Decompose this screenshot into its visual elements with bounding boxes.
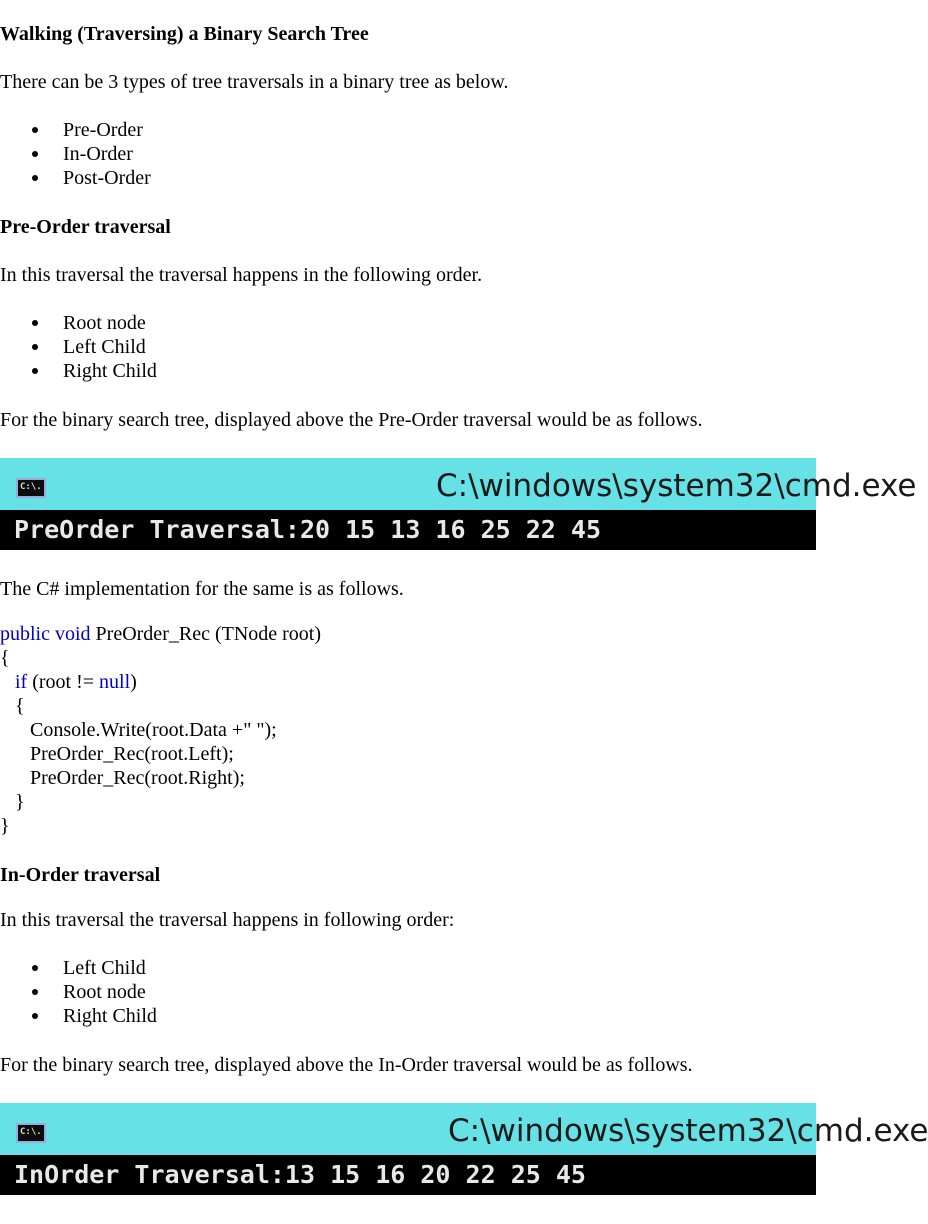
list-item: Left Child: [0, 956, 157, 980]
list-item: Right Child: [0, 359, 157, 383]
inorder-description: In this traversal the traversal happens in following order:: [0, 909, 455, 931]
page-title: Walking (Traversing) a Binary Search Tree: [0, 23, 369, 45]
preorder-result-text: For the binary search tree, displayed above the Pre-Order traversal would be as follows.: [0, 409, 703, 431]
list-item: In-Order: [0, 142, 151, 166]
list-item: Left Child: [0, 335, 157, 359]
inorder-result-text: For the binary search tree, displayed above the In-Order traversal would be as follows.: [0, 1054, 693, 1076]
inorder-order-list: [0, 956, 157, 1028]
cmd-icon: C:\.: [16, 1123, 46, 1143]
traversal-types-list: [0, 118, 151, 190]
inorder-console-window: [0, 1103, 928, 1195]
preorder-description: In this traversal the traversal happens in the following order.: [0, 264, 483, 286]
code-text: Console.Write(root.Data +" ");: [30, 719, 277, 741]
list-item: Root node: [0, 980, 157, 1004]
code-text: PreOrder_Rec(root.Right);: [30, 767, 245, 789]
code-text: }: [15, 791, 25, 813]
code-text: PreOrder_Rec (TNode root): [90, 623, 322, 645]
console-title: C:\windows\system32\cmd.exe: [436, 468, 917, 504]
code-keyword: null: [99, 671, 131, 693]
list-item: Right Child: [0, 1004, 157, 1028]
code-text: }: [0, 815, 10, 837]
intro-text: There can be 3 types of tree traversals in a binary tree as below.: [0, 71, 509, 93]
cmd-icon: C:\.: [16, 478, 46, 498]
code-keyword: if: [15, 671, 28, 693]
preorder-order-list: [0, 311, 157, 383]
code-text: {: [0, 647, 10, 669]
console-title: C:\windows\system32\cmd.exe: [448, 1113, 928, 1149]
code-text: (root !=: [27, 671, 100, 693]
code-keyword: public void: [0, 623, 91, 645]
list-item: Post-Order: [0, 166, 151, 190]
code-text: ): [130, 671, 137, 693]
console-output: PreOrder Traversal:20 15 13 16 25 22 45: [14, 515, 601, 544]
csharp-intro: The C# implementation for the same is as follows.: [0, 578, 404, 600]
console-area: [0, 510, 816, 550]
console-area: [0, 1155, 816, 1195]
preorder-heading: Pre-Order traversal: [0, 216, 171, 238]
preorder-console-window: [0, 458, 917, 550]
list-item: Pre-Order: [0, 118, 151, 142]
inorder-heading: In-Order traversal: [0, 864, 161, 886]
code-block: [0, 622, 321, 838]
code-text: PreOrder_Rec(root.Left);: [30, 743, 234, 765]
list-item: Root node: [0, 311, 157, 335]
code-text: {: [15, 695, 25, 717]
console-output: InOrder Traversal:13 15 16 20 22 25 45: [14, 1160, 586, 1189]
